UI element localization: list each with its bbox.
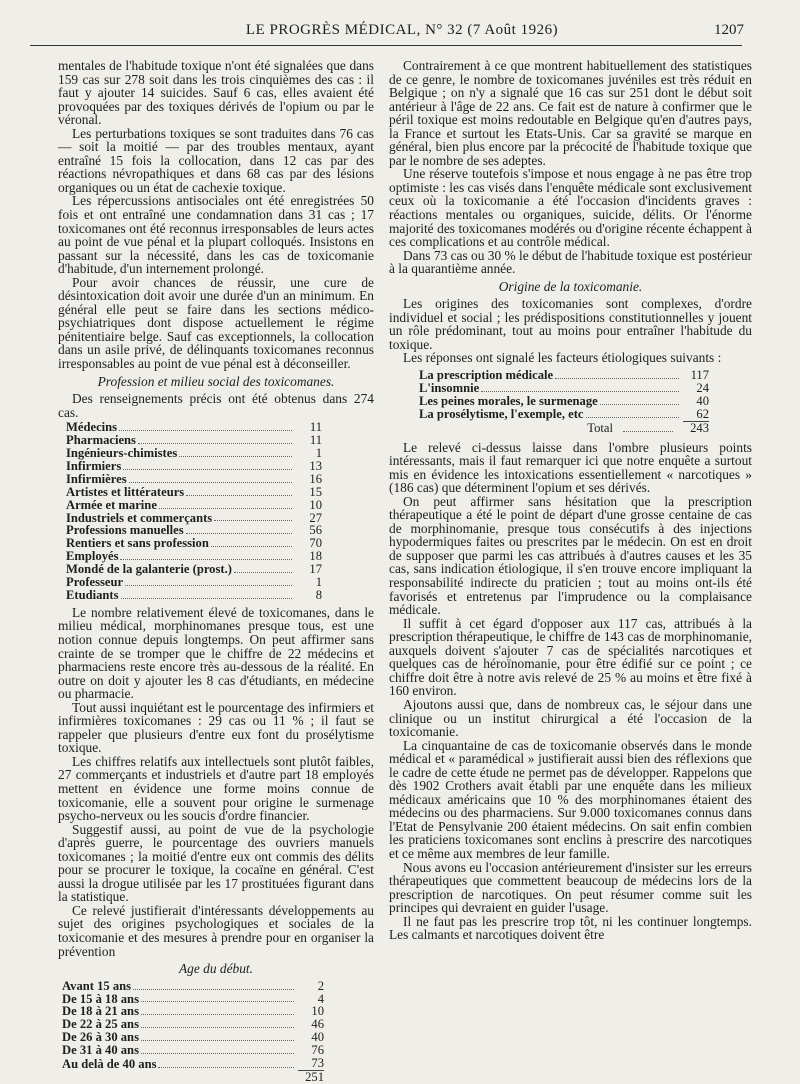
row-label: Pharmaciens [66,433,136,448]
paragraph: Les perturbations toxiques se sont traduites dans 76 cas — soit la moitié — par des troubles mentaux, ayant entraîné 15 fois la collocation, dans 12 cas par des réactions névropathiques et dans 68 cas par des lésions organiques ou un état de cachexie toxique. [58,125,374,195]
age-row [62,1057,324,1070]
row-value: 117 [690,368,709,383]
dot-leader [141,1040,294,1041]
row-label: Industriels et commerçants [66,510,213,525]
page-number: 1207 [714,22,744,38]
row-label: De 15 à 18 ans [62,991,139,1006]
left-column [58,59,374,1084]
profession-row [66,499,322,512]
row-value: 27 [309,510,322,525]
paragraph: On peut affirmer sans hésitation que la prescription thérapeutique a été le point de départ d'une grosse centaine de cas de morphinomanie, presque tous consécutifs à des injections hypodermiques faites ou prescrites par le médecin. On est en droit de supposer que parmi les cas attribués à d'autres causes et les 35 cas, sans indication étiologique, il s'en trouve encore impliquant la responsabilité indirecte du praticien ; tout au moins ont-ils été favorisés et entretenus par l'imprudence ou la complaisance médicale. [389,493,752,618]
paragraph: Nous avons eu l'occasion antérieurement d'insister sur les erreurs thérapeutiques que commettent beaucoup de médecins lors de la prescription de narcotiques. On peut résumer comme suit les principes qui devraient en guider l'usage. [389,859,752,916]
row-label: De 31 à 40 ans [62,1043,139,1058]
dot-leader [141,1001,294,1002]
row-label: Au delà de 40 ans [62,1056,157,1071]
row-value: 4 [317,991,324,1006]
dot-leader [129,482,292,483]
row-value: 62 [696,406,709,421]
row-value: 10 [309,497,322,512]
dot-leader [555,378,679,379]
row-value: 40 [311,1030,324,1045]
dot-leader [119,430,292,431]
row-label: Rentiers et sans profession [66,536,209,551]
profession-row [66,473,322,486]
row-value: 40 [696,393,709,408]
dot-leader [211,546,292,547]
dot-leader [121,598,293,599]
age-row [62,1044,324,1057]
row-label: Professions manuelles [66,523,184,538]
row-value: 76 [311,1043,324,1058]
row-label: La prescription médicale [419,368,554,383]
row-label: Médecins [66,420,118,435]
row-value: 73 [311,1056,324,1071]
page-header [60,22,744,44]
row-label: Employés [66,549,119,564]
dot-leader [120,559,292,560]
profession-row [66,447,322,460]
row-label: Les peines morales, le surmenage [419,393,598,408]
age-total-row [62,1071,324,1084]
row-label: Artistes et littérateurs [66,484,185,499]
factor-row [419,395,709,408]
right-column [389,59,752,942]
paragraph: Suggestif aussi, au point de vue de la psychologie d'après guerre, le pourcentage des ouvriers manuels toxicomanes ; la moitié d'entre eux ont commis des délits pour se procurer le toxique, la cocaïne en général. C'est aussi la drogue utilisée par les 17 prostituées figurant dans la statistique. [58,821,374,905]
paragraph: Les répercussions antisociales ont été enregistrées 50 fois et ont entraîné une condamnation dans 31 cas ; 17 toxicomanes ont été reconnus irresponsables de leurs actes au point de vue pénal et la plupart colloqués. Insistons en passant sur la nécessité, dans les cas de toxicomanie d'habitude, d'un internement prolongé. [58,193,374,277]
section-heading: Profession et milieu social des toxicomanes. [97,373,335,389]
row-value: 8 [315,588,322,602]
dot-leader [125,585,292,586]
profession-table [66,421,322,602]
paragraph: Ajoutons aussi que, dans de nombreux cas, le séjour dans une clinique ou un institut chirurgical a été l'occasion de la toxicomanie. [389,696,752,740]
row-label: Etudiants [66,588,119,602]
row-value: 56 [309,523,322,538]
row-label: Mondé de la galanterie (prost.) [66,562,232,577]
profession-row [66,460,322,473]
header-rule [30,45,742,46]
dot-leader [186,495,292,496]
journal-title: LE PROGRÈS MÉDICAL, N° 32 (7 Août 1926) [245,22,559,38]
paragraph: Contrairement à ce que montrent habituellement des statistiques de ce genre, le nombre de toxicomanes juvéniles est très réduit en Belgique ; on n'y a signalé que 16 cas sur 251 dont le début soit antérieur à l'âge de 22 ans. Ce fait est de nature à confirmer que le péril toxique est moins redoutable en Belgique qu'en d'autres pays, la France et surtout les Etats-Unis. Car sa gravité se marque en général, bien plus encore par la précocité de l'habitude toxique que par le nombre de ses adeptes. [389,58,752,168]
dot-leader [186,533,292,534]
dot-leader [159,508,292,509]
row-value: 1 [315,575,322,590]
row-value: 2 [317,978,324,993]
dot-leader [123,469,292,470]
section-heading: Origine de la toxicomanie. [498,278,643,294]
dot-leader [623,431,673,432]
dot-leader [481,391,679,392]
paragraph: Le relevé ci-dessus laisse dans l'ombre plusieurs points intéressants, mais il faut remarquer ici que notre enquête a surtout mis en évidence les intoxications essentiellement « narcotiques » (186 cas) que déterminent l'opium et ses dérivés. [389,439,752,496]
row-label: L'insomnie [419,380,480,395]
row-value: 17 [309,562,322,577]
factor-row [419,369,709,382]
profession-row [66,486,322,499]
paragraph: Les réponses ont signalé les facteurs étiologiques suivants : [403,350,722,366]
age-row [62,980,324,993]
dot-leader [138,443,292,444]
profession-row [66,589,322,602]
row-value: 46 [311,1017,324,1032]
row-value: 15 [309,484,322,499]
paragraph: Le nombre relativement élevé de toxicomanes, dans le milieu médical, morphinomanes presque tous, est une notion connue depuis longtemps. On peut affirmer sans crainte de se tromper que le chiffre de 22 médecins et pharmaciens reste encore très au-dessous de la réalité. En outre on doit y ajouter les 8 cas d'étudiants, en médecine ou pharmacie. [58,604,374,702]
dot-leader [158,1067,294,1068]
dot-leader [234,572,292,573]
dot-leader [141,1027,294,1028]
paragraph: Les origines des toxicomanies sont complexes, d'ordre individuel et social ; les prédispositions constitutionnelles y jouent un rôle prédominant, tout au moins pour entraîner l'habitude du toxique. [389,296,752,352]
paragraph: Il suffit à cet égard d'opposer aux 117 cas, attribués à la prescription thérapeutique, le chiffre de 143 cas de morphinomanie, auxquels doivent s'ajouter 7 cas de spécialités narcotiques et quelques cas de héroïnomanie, pour être édifié sur ce point ; ce chiffre doit être à notre avis relevé de 25 % au moins et être fixé à 160 environ. [389,615,752,699]
factor-total-value: 243 [683,421,709,434]
row-label: Infirmières [66,471,127,486]
paragraph: Il ne faut pas les prescrire trop tôt, ni les continuer longtemps. Les calmants et narcotiques doivent être [389,913,752,943]
paragraph: Une réserve toutefois s'impose et nous engage à ne pas être trop optimiste : les cas visés dans l'enquête médicale sont exclusivement ceux où la toxicomanie a été l'occasion d'incidents graves : réactions mentales ou organiques, suicide, délits. Or l'énorme majorité des toxicomanes modérés ou d'origine récente échappent à ces complications et au contrôle médical. [389,166,752,250]
paragraph: Pour avoir chances de réussir, une cure de désintoxication doit avoir une durée d'un an minimum. En général elle peut se faire dans les sections médico-psychiatriques dont dispose actuellement le régime pénitentiaire belge. Sauf cas exceptionnels, la collocation dans un asile privé, de délinquants toxicomanes reconnus irresponsables au point de vue pénal est à déconseiller. [58,274,374,372]
row-value: 11 [309,433,322,448]
row-value: 1 [315,446,322,461]
row-label: Armée et marine [66,497,157,512]
row-value: 13 [309,458,322,473]
age-total-value: 251 [298,1071,324,1084]
paragraph: La cinquantaine de cas de toxicomanie observés dans le monde médical et « paramédical » justifierait aussi bien des réflexions que le cadre de cette étude ne permet pas de développer. Rappelons que dès 1902 Crothers avait établi par une enquête dans les milieux médicaux américains que 10 % des morphinomanes étaient des médecins ou des pharmaciens. Sur 9.000 toxicomanes connus dans l'Etat de Pensylvanie 200 étaient médecins. On sait enfin combien les praticiens toxicomanes sont enclins à prescrire des narcotiques et ce même aux membres de leur famille. [389,737,752,861]
row-value: 10 [311,1004,324,1019]
paragraph: Ce relevé justifierait d'intéressants développements au sujet des origines psychologiques et sociales de la toxicomanie et des mesures à prendre pour en organiser la prévention [58,902,374,959]
paragraph: Dans 73 cas ou 30 % le début de l'habitude toxique est postérieur à la quarantième année. [389,247,752,277]
row-label: Avant 15 ans [62,978,132,993]
paragraph: Des renseignements précis ont été obtenus dans 274 cas. [58,391,374,420]
row-value: 11 [309,420,322,435]
factor-row [419,382,709,395]
dot-leader [586,417,680,418]
row-label: Professeur [66,575,124,590]
dot-leader [141,1053,294,1054]
factor-table [419,369,709,435]
row-label: Ingénieurs-chimistes [66,446,178,461]
dot-leader [214,520,292,521]
row-value: 18 [309,549,322,564]
dot-leader [141,1014,294,1015]
factor-row [419,408,709,421]
dot-leader [133,989,294,990]
row-label: De 18 à 21 ans [62,1004,139,1019]
age-table [62,980,324,1084]
row-label: De 26 à 30 ans [62,1030,139,1045]
factor-total-row [419,421,709,434]
row-label: De 22 à 25 ans [62,1017,139,1032]
row-value: 70 [309,536,322,551]
factor-total-label: Total [587,420,613,435]
row-label: Infirmiers [66,458,122,473]
row-value: 24 [696,380,709,395]
paragraph: mentales de l'habitude toxique n'ont été signalées que dans 159 cas sur 278 soit dans les trois cinquièmes des cas : il faut y ajouter 14 suicides. Sauf 6 cas, elles avaient été provoquées par des toxiques dérivés de l'opium ou par le véronal. [58,58,374,128]
row-value: 16 [309,471,322,486]
row-label: La prosélytisme, l'exemple, etc [419,407,584,422]
section-heading: Age du début. [178,961,253,977]
dot-leader [179,456,292,457]
dot-leader [600,404,679,405]
paragraph: Les chiffres relatifs aux intellectuels sont plutôt faibles, 27 commerçants et industriels et d'autre part 18 employés mettent en évidence une forme moins connue de toxicomanie, elle a souvent pour origine le surmenage psycho-nerveux ou les soucis d'ordre financier. [58,753,374,824]
paragraph: Tout aussi inquiétant est le pourcentage des infirmiers et infirmières toxicomanes : 29 cas ou 11 % ; il faut se rappeler que plusieurs d'entre eux font du prosélytisme toxique. [58,699,374,756]
